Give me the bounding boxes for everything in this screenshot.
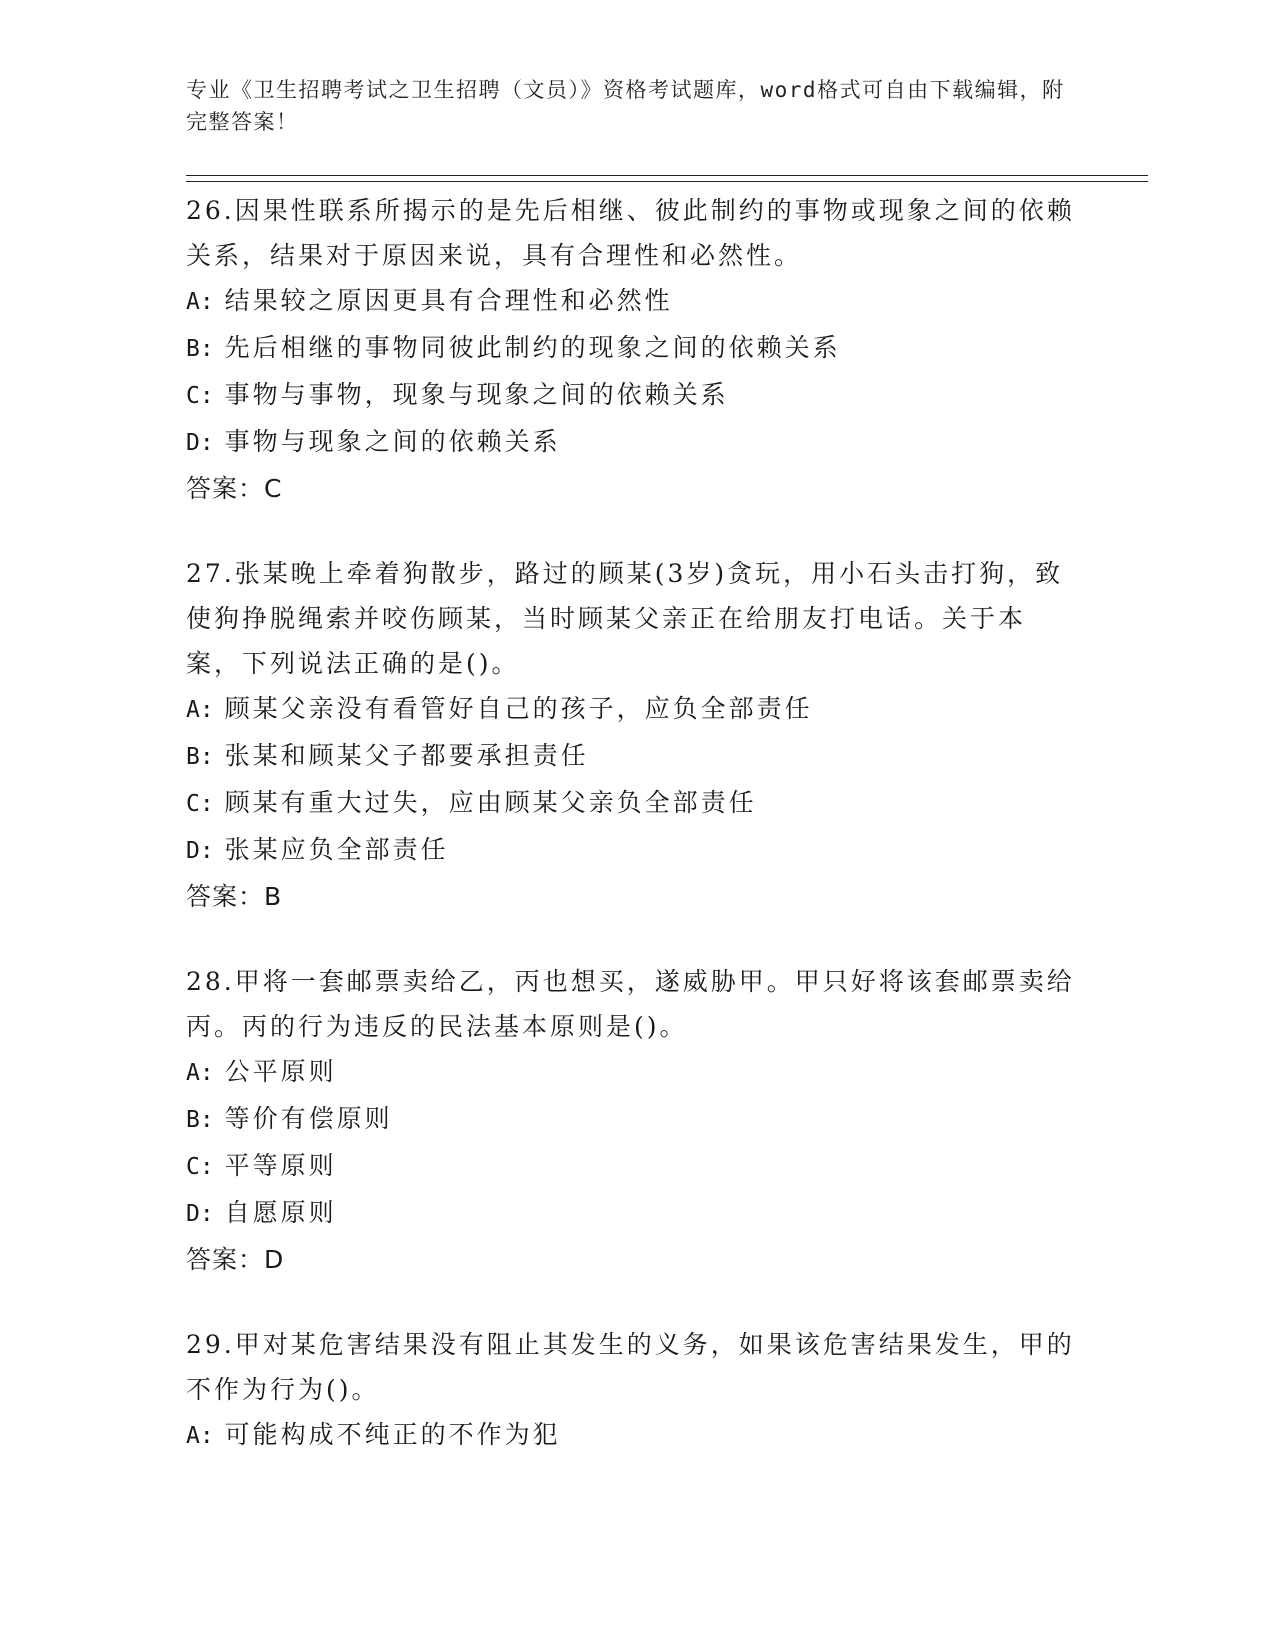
option-letter: A: — [186, 1423, 214, 1449]
option-a — [186, 278, 1076, 325]
option-letter: B: — [186, 336, 214, 362]
option-d — [186, 827, 1076, 874]
answer-value: B — [264, 882, 283, 911]
option-a — [186, 686, 1076, 733]
option-c — [186, 780, 1076, 827]
answer-value: C — [264, 474, 283, 503]
option-c — [186, 372, 1076, 419]
question-27 — [186, 551, 1076, 919]
option-text: 公平原则 — [224, 1057, 337, 1086]
question-stem: 26.因果性联系所揭示的是先后相继、彼此制约的事物或现象之间的依赖关系，结果对于原因来说，具有合理性和必然性。 — [186, 196, 1075, 270]
option-text: 顾某父亲没有看管好自己的孩子，应负全部责任 — [224, 694, 813, 723]
option-text: 平等原则 — [224, 1151, 337, 1180]
option-letter: A: — [186, 1060, 214, 1086]
option-text: 结果较之原因更具有合理性和必然性 — [224, 286, 673, 315]
option-text: 张某和顾某父子都要承担责任 — [224, 741, 589, 770]
option-letter: B: — [186, 1107, 214, 1133]
option-letter: C: — [186, 1154, 214, 1180]
option-letter: A: — [186, 289, 214, 315]
answer-line — [186, 874, 1076, 919]
option-b — [186, 1096, 1076, 1143]
option-letter: C: — [186, 383, 214, 409]
option-letter: C: — [186, 791, 214, 817]
question-29 — [186, 1322, 1076, 1459]
option-text: 等价有偿原则 — [224, 1104, 393, 1133]
header-rule-top — [186, 175, 1148, 176]
question-stem: 29.甲对某危害结果没有阻止其发生的义务，如果该危害结果发生，甲的不作为行为()。 — [186, 1330, 1075, 1404]
answer-line — [186, 466, 1076, 511]
question-stem: 27.张某晚上牵着狗散步，路过的顾某(3岁)贪玩，用小石头击打狗，致使狗挣脱绳索并咬伤顾某，当时顾某父亲正在给朋友打电话。关于本案，下列说法正确的是()。 — [186, 559, 1064, 678]
option-text: 张某应负全部责任 — [224, 835, 449, 864]
question-list — [186, 188, 1076, 1499]
option-letter: D: — [186, 838, 214, 864]
option-b — [186, 733, 1076, 780]
option-a — [186, 1049, 1076, 1096]
option-letter: D: — [186, 1201, 214, 1227]
question-26 — [186, 188, 1076, 511]
answer-label: 答案： — [186, 474, 265, 503]
document-header: 专业《卫生招聘考试之卫生招聘（文员）》资格考试题库，word格式可自由下载编辑，附完整答案！ — [186, 78, 1065, 134]
option-c — [186, 1143, 1076, 1190]
option-letter: B: — [186, 744, 214, 770]
option-b — [186, 325, 1076, 372]
answer-line — [186, 1237, 1076, 1282]
option-a — [186, 1412, 1076, 1459]
option-text: 自愿原则 — [224, 1198, 337, 1227]
option-text: 可能构成不纯正的不作为犯 — [224, 1420, 561, 1449]
option-d — [186, 419, 1076, 466]
question-stem: 28.甲将一套邮票卖给乙，丙也想买，遂威胁甲。甲只好将该套邮票卖给丙。丙的行为违反的民法基本原则是()。 — [186, 967, 1075, 1041]
answer-value: D — [264, 1245, 285, 1274]
question-28 — [186, 959, 1076, 1282]
option-text: 先后相继的事物同彼此制约的现象之间的依赖关系 — [224, 333, 841, 362]
answer-label: 答案： — [186, 1245, 265, 1274]
option-text: 顾某有重大过失，应由顾某父亲负全部责任 — [224, 788, 757, 817]
header-rule-bottom — [186, 181, 1148, 182]
option-letter: D: — [186, 430, 214, 456]
option-letter: A: — [186, 697, 214, 723]
option-text: 事物与事物，现象与现象之间的依赖关系 — [224, 380, 729, 409]
answer-label: 答案： — [186, 882, 265, 911]
option-text: 事物与现象之间的依赖关系 — [224, 427, 561, 456]
option-d — [186, 1190, 1076, 1237]
